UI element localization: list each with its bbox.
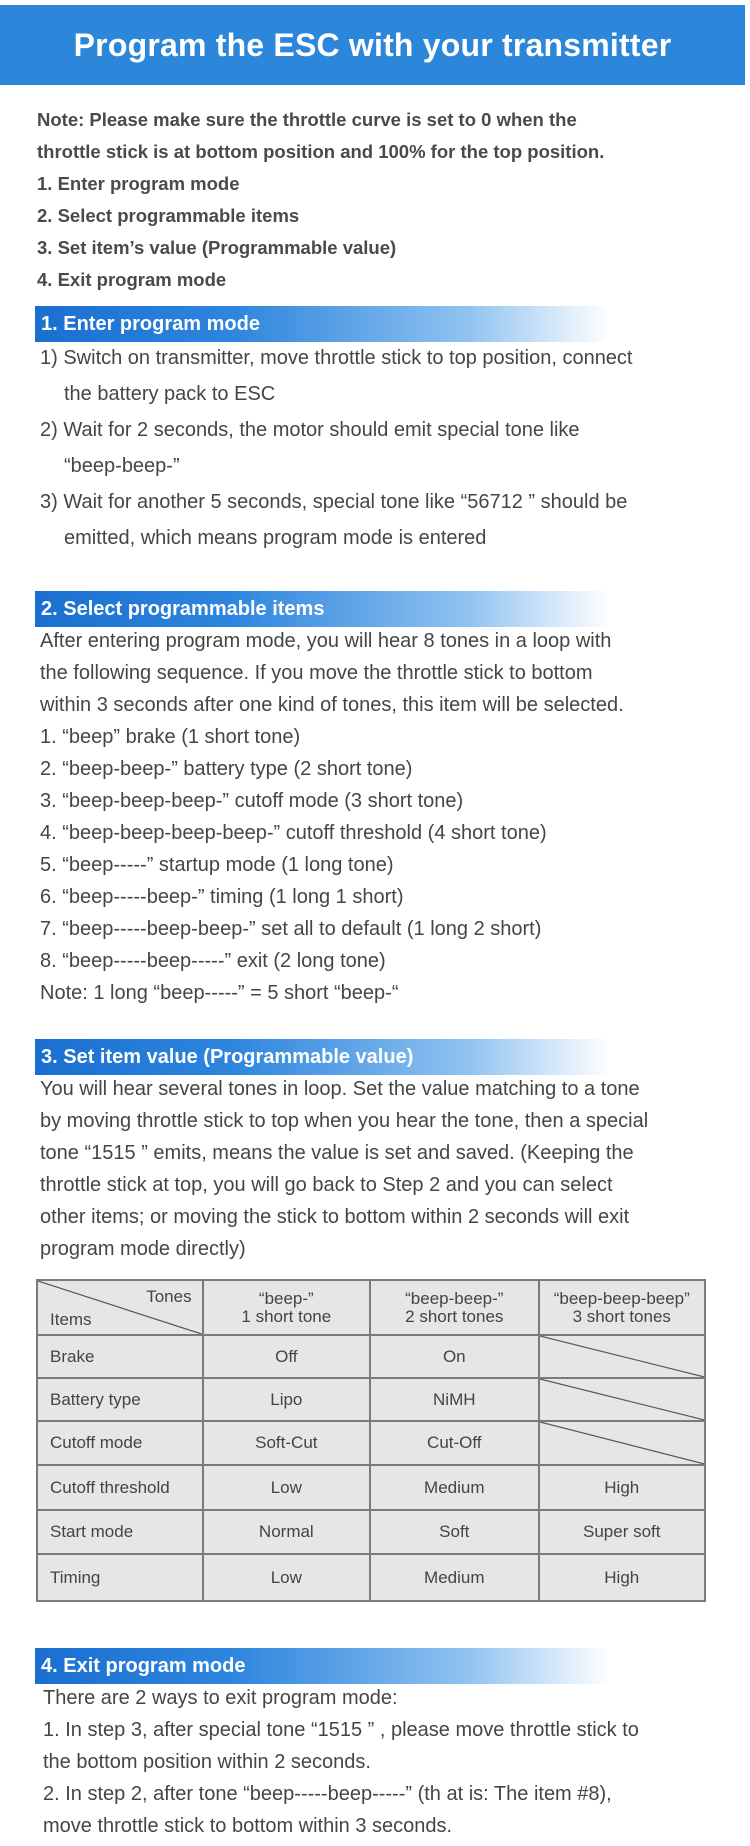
body-line: the bottom position within 2 seconds.	[43, 1751, 371, 1773]
programmable-values-table	[36, 1279, 706, 1602]
row-item-label: Cutoff threshold	[37, 1465, 203, 1510]
diagonal-line	[540, 1422, 704, 1464]
title-banner	[0, 5, 745, 85]
body-line: There are 2 ways to exit program mode:	[43, 1687, 398, 1709]
body-line: by moving throttle stick to top when you hear the tone, then a special	[40, 1110, 649, 1132]
row-item-label: Start mode	[37, 1510, 203, 1554]
step-line: the battery pack to ESC	[64, 383, 276, 405]
empty-cell	[539, 1335, 705, 1378]
value-cell: Medium	[370, 1554, 538, 1601]
tone-list-item: 8. “beep-----beep-----” exit (2 long tone)	[40, 950, 386, 972]
tone-list-item: 1. “beep” brake (1 short tone)	[40, 726, 301, 748]
value-cell: High	[539, 1554, 705, 1601]
intro-line: 1. Enter program mode	[37, 173, 240, 194]
step-line: “beep-beep-”	[64, 455, 180, 477]
value-cell: Super soft	[539, 1510, 705, 1554]
section-2-header: 2. Select programmable items	[35, 591, 610, 627]
table-row	[37, 1378, 705, 1421]
step-line: 2) Wait for 2 seconds, the motor should emit special tone like	[40, 419, 580, 441]
column-header	[370, 1280, 538, 1335]
body-line: 2. In step 2, after tone “beep-----beep-----” (th at is: The item #8),	[43, 1783, 612, 1805]
intro-line: throttle stick is at bottom position and 100% for the top position.	[37, 141, 605, 162]
tone-list-item: 2. “beep-beep-” battery type (2 short tone)	[40, 758, 413, 780]
tone-list-item: 7. “beep-----beep-beep-” set all to default (1 long 2 short)	[40, 918, 542, 940]
value-cell: Soft-Cut	[203, 1421, 370, 1465]
empty-cell	[539, 1378, 705, 1421]
column-desc: 1 short tone	[241, 1306, 332, 1326]
empty-cell	[539, 1421, 705, 1465]
page-title: Program the ESC with your transmitter	[73, 26, 672, 63]
body-line: move throttle stick to bottom within 3 seconds.	[43, 1815, 453, 1837]
column-tone: “beep-”	[258, 1288, 314, 1308]
row-item-label: Brake	[37, 1335, 203, 1378]
value-cell: Low	[203, 1554, 370, 1601]
table-row	[37, 1465, 705, 1510]
value-cell: Off	[203, 1335, 370, 1378]
section-4-body	[43, 1682, 723, 1842]
body-line: program mode directly)	[40, 1238, 246, 1260]
section-1-body	[40, 340, 720, 556]
column-desc: 2 short tones	[405, 1306, 504, 1326]
body-line: After entering program mode, you will hear 8 tones in a loop with	[40, 630, 612, 652]
section-3-body	[40, 1073, 720, 1265]
intro-line: 2. Select programmable items	[37, 205, 300, 226]
tone-list-item: 3. “beep-beep-beep-” cutoff mode (3 short tone)	[40, 790, 464, 812]
intro-note	[37, 104, 727, 296]
value-cell: Soft	[370, 1510, 538, 1554]
tone-list-item: 5. “beep-----” startup mode (1 long tone)	[40, 854, 394, 876]
column-header	[539, 1280, 705, 1335]
table-header-row	[37, 1280, 705, 1335]
intro-line: Note: Please make sure the throttle curve is set to 0 when the	[37, 109, 577, 130]
step-line: emitted, which means program mode is entered	[64, 527, 487, 549]
row-item-label: Cutoff mode	[37, 1421, 203, 1465]
table-row	[37, 1554, 705, 1601]
table-corner-cell	[37, 1280, 203, 1335]
body-line: other items; or moving the stick to bottom within 2 seconds will exit	[40, 1206, 630, 1228]
value-cell: NiMH	[370, 1378, 538, 1421]
body-line: You will hear several tones in loop. Set the value matching to a tone	[40, 1078, 640, 1100]
value-cell: High	[539, 1465, 705, 1510]
diagonal-line	[540, 1336, 704, 1377]
intro-line: 3. Set item’s value (Programmable value)	[37, 237, 397, 258]
corner-label-tones: Tones	[146, 1287, 192, 1306]
row-item-label: Battery type	[37, 1378, 203, 1421]
corner-label-items: Items	[50, 1310, 92, 1329]
body-line: tone “1515 ” emits, means the value is set and saved. (Keeping the	[40, 1142, 634, 1164]
section-1-header: 1. Enter program mode	[35, 306, 610, 342]
value-cell: Low	[203, 1465, 370, 1510]
body-line: within 3 seconds after one kind of tones, this item will be selected.	[40, 694, 624, 716]
column-tone: “beep-beep-beep”	[553, 1288, 690, 1308]
tone-list-item: 4. “beep-beep-beep-beep-” cutoff threshold (4 short tone)	[40, 822, 547, 844]
diagonal-line	[540, 1379, 704, 1420]
table-row	[37, 1335, 705, 1378]
intro-line: 4. Exit program mode	[37, 269, 227, 290]
row-item-label: Timing	[37, 1554, 203, 1601]
step-line: 1) Switch on transmitter, move throttle stick to top position, connect	[40, 347, 633, 369]
body-line: 1. In step 3, after special tone “1515 ” , please move throttle stick to	[43, 1719, 639, 1741]
tone-note: Note: 1 long “beep-----” = 5 short “beep-“	[40, 982, 399, 1004]
tone-list-item: 6. “beep-----beep-” timing (1 long 1 short)	[40, 886, 404, 908]
table-row	[37, 1510, 705, 1554]
value-cell: On	[370, 1335, 538, 1378]
column-desc: 3 short tones	[572, 1306, 671, 1326]
value-cell: Lipo	[203, 1378, 370, 1421]
section-3-header: 3. Set item value (Programmable value)	[35, 1039, 610, 1075]
column-header	[203, 1280, 370, 1335]
section-4-header: 4. Exit program mode	[35, 1648, 610, 1684]
body-line: throttle stick at top, you will go back to Step 2 and you can select	[40, 1174, 613, 1196]
body-line: the following sequence. If you move the throttle stick to bottom	[40, 662, 593, 684]
table-row	[37, 1421, 705, 1465]
value-cell: Cut-Off	[370, 1421, 538, 1465]
section-2-body	[40, 625, 720, 1009]
value-cell: Medium	[370, 1465, 538, 1510]
value-cell: Normal	[203, 1510, 370, 1554]
step-line: 3) Wait for another 5 seconds, special tone like “56712 ” should be	[40, 491, 628, 513]
column-tone: “beep-beep-”	[405, 1288, 504, 1308]
